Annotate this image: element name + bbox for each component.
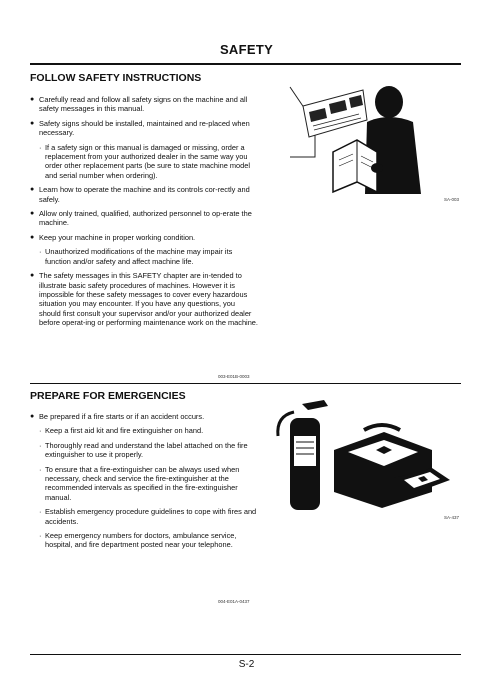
section2-body [30,412,258,555]
list-item: ● The safety messages in this SAFETY chapter are in-tended to illustrate basic safety procedures of machines. However it is impossible for these safety messages to cover every hazardous situation you may encounter. If you have any questions, you should first consult your supervisor and/or your authorized dealer before operat-ing or performing maintenance work on the machine. [30,271,258,328]
fire-extinguisher-first-aid-illustration [272,396,452,516]
sub-item: · To ensure that a fire-extinguisher can be always used when necessary, check and service the fire-extinguisher at the recommended intervals as specified in the fire-extinguisher manual. [39,464,240,502]
doc-code: 003-E01B-0003 [218,374,250,379]
section1-body [30,95,258,333]
title-rule [30,63,461,65]
sub-item: · Keep a first aid kit and fire extinguisher on hand. [39,426,204,436]
list-item: ● Learn how to operate the machine and its controls cor-rectly and safely. [30,185,250,204]
doc-code: 004-E01A-0437 [218,599,250,604]
sub-item: · Keep emergency numbers for doctors, ambulance service, hospital, and fire department posted near your telephone. [39,531,237,550]
list-item: ● Be prepared if a fire starts or if an accident occurs. [30,412,205,421]
reading-manual-illustration [285,82,445,197]
list-item: ● Keep your machine in proper working condition. [30,232,196,242]
list-item: ● Carefully read and follow all safety signs on the machine and all safety messages in this manual. [30,95,248,114]
sub-item: · If a safety sign or this manual is damaged or missing, order a replacement from your authorized dealer in the same way you order other replacement parts (be sure to state machine model and serial number when ordering). [39,142,250,180]
sub-item: · Establish emergency procedure guidelines to cope with fires and accidents. [39,507,257,526]
sub-item: · Unauthorized modifications of the machine may impair its function and/or safety and affect machine life. [39,247,233,266]
section-divider [30,383,461,384]
footer-rule [30,654,461,655]
list-item: ● Safety signs should be installed, maintained and re-placed when necessary. [30,118,250,138]
list-item: ● Allow only trained, qualified, authorized personnel to op-erate the machine. [30,209,252,228]
figure-code: SA-437 [444,515,460,520]
figure-code: SA-003 [444,197,460,202]
section-heading-emergencies: PREPARE FOR EMERGENCIES [30,390,186,402]
page-title: SAFETY [219,42,274,57]
sub-item: · Thoroughly read and understand the label attached on the fire extinguisher to use it properly. [39,440,248,460]
section-heading-safety-instructions: FOLLOW SAFETY INSTRUCTIONS [30,72,202,84]
page-number: S-2 [238,659,255,670]
